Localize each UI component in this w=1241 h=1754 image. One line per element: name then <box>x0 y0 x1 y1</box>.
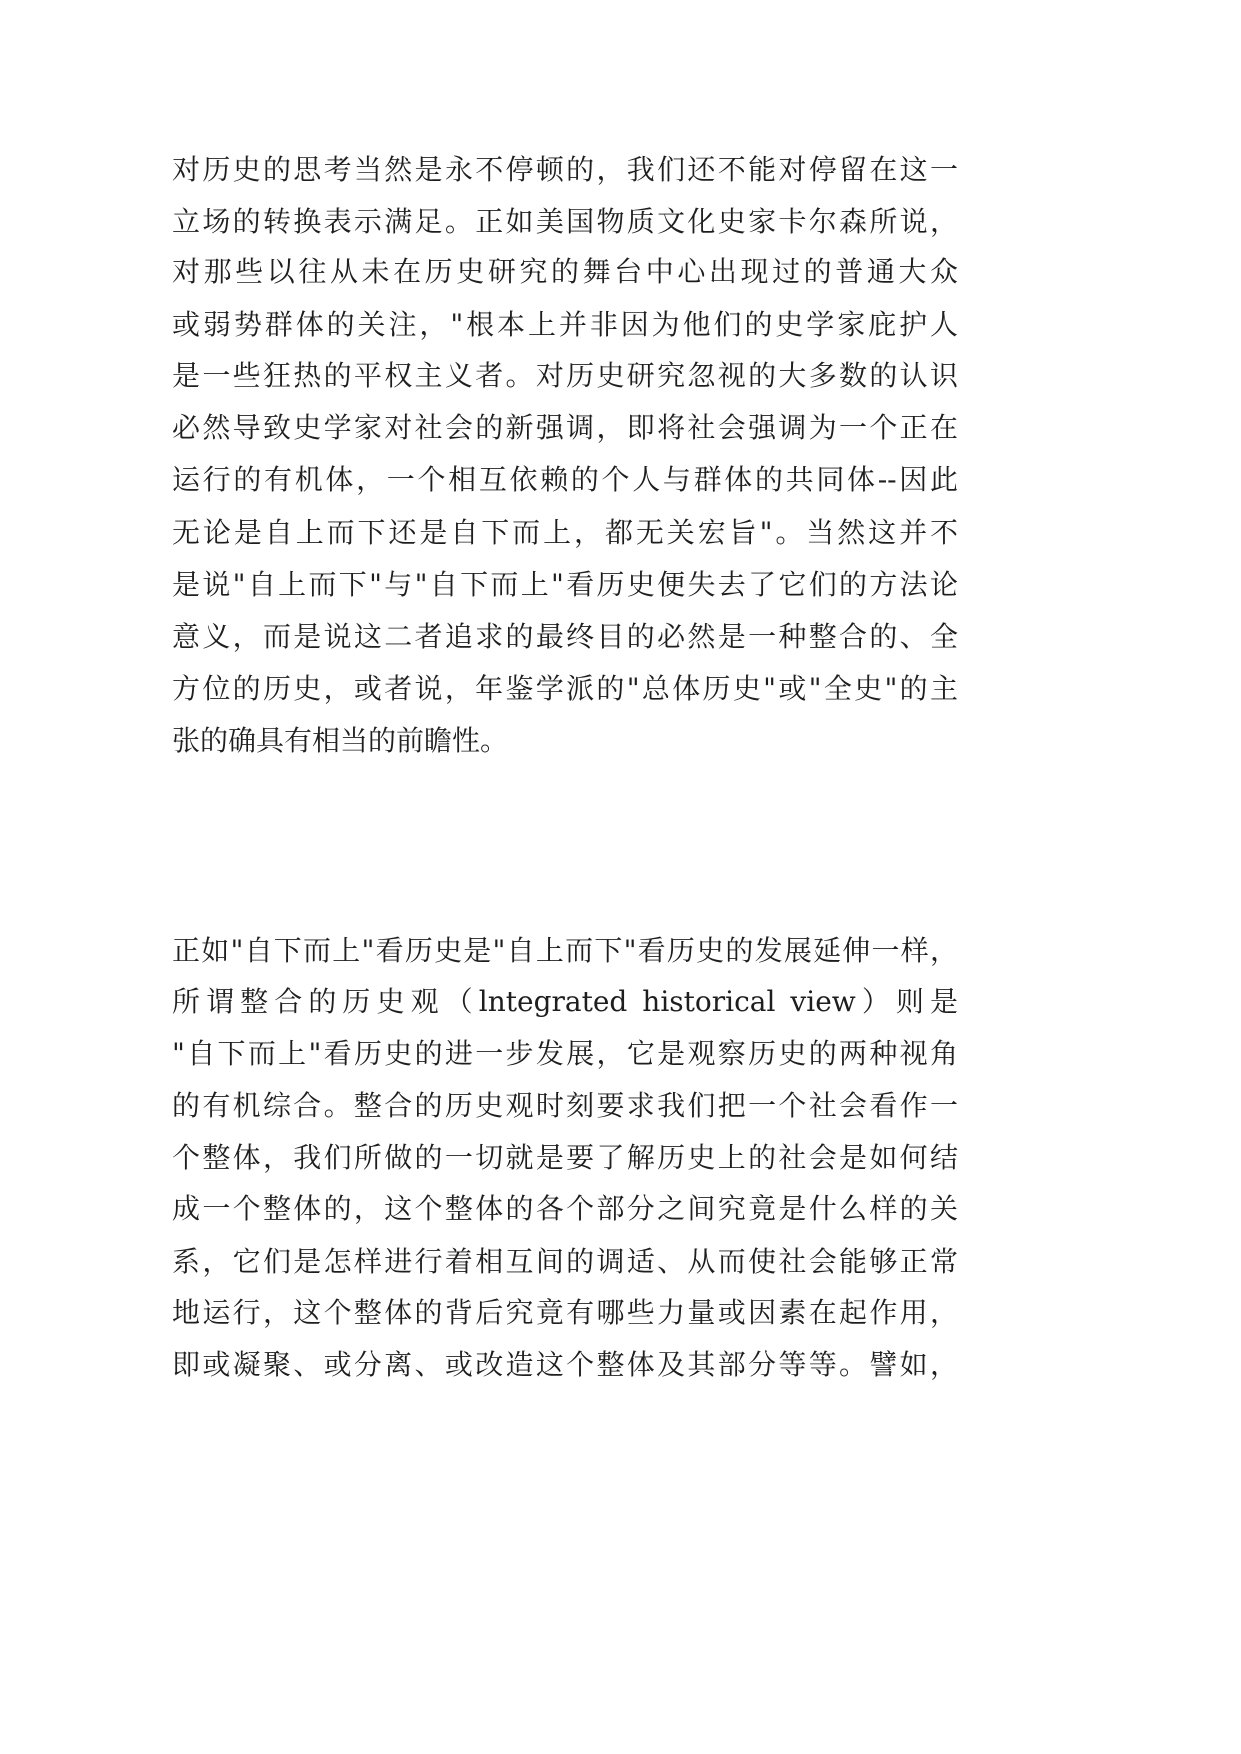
text-line: 对那些以往从未在历史研究的舞台中心出现过的普通大众 <box>172 255 958 288</box>
text-line: "自下而上"看历史的进一步发展，它是观察历史的两种视角 <box>172 1037 958 1070</box>
text-line: 的有机综合。整合的历史观时刻要求我们把一个社会看作一 <box>172 1089 958 1122</box>
text-line: 意义，而是说这二者追求的最终目的必然是一种整合的、全 <box>172 620 958 653</box>
text-line: 运行的有机体，一个相互依赖的个人与群体的共同体--因此 <box>172 463 958 496</box>
text-line: 或弱势群体的关注，"根本上并非因为他们的史学家庇护人 <box>172 308 958 341</box>
text-line: 正如"自下而上"看历史是"自上而下"看历史的发展延伸一样， <box>172 934 958 967</box>
text-line: 即或凝聚、或分离、或改造这个整体及其部分等等。譬如， <box>172 1348 958 1381</box>
text-line: 个整体，我们所做的一切就是要了解历史上的社会是如何结 <box>172 1141 958 1174</box>
text-line: 是说"自上而下"与"自下而上"看历史便失去了它们的方法论 <box>172 568 958 601</box>
text-line: 必然导致史学家对社会的新强调，即将社会强调为一个正在 <box>172 411 958 444</box>
text-line: 成一个整体的，这个整体的各个部分之间究竟是什么样的关 <box>172 1192 958 1225</box>
text-line: 无论是自上而下还是自下而上，都无关宏旨"。当然这并不 <box>172 516 958 549</box>
text-line: 方位的历史，或者说，年鉴学派的"总体历史"或"全史"的主 <box>172 672 958 705</box>
text-line: 对历史的思考当然是永不停顿的，我们还不能对停留在这一 <box>172 153 958 186</box>
text-line: 所谓整合的历史观（lntegrated historical view）则是 <box>172 985 958 1018</box>
text-line: 系，它们是怎样进行着相互间的调适、从而使社会能够正常 <box>172 1245 958 1278</box>
text-line: 立场的转换表示满足。正如美国物质文化史家卡尔森所说， <box>172 205 958 238</box>
text-line: 是一些狂热的平权主义者。对历史研究忽视的大多数的认识 <box>172 359 958 392</box>
text-line: 张的确具有相当的前瞻性。 <box>172 724 509 757</box>
text-line: 地运行，这个整体的背后究竟有哪些力量或因素在起作用， <box>172 1296 958 1329</box>
